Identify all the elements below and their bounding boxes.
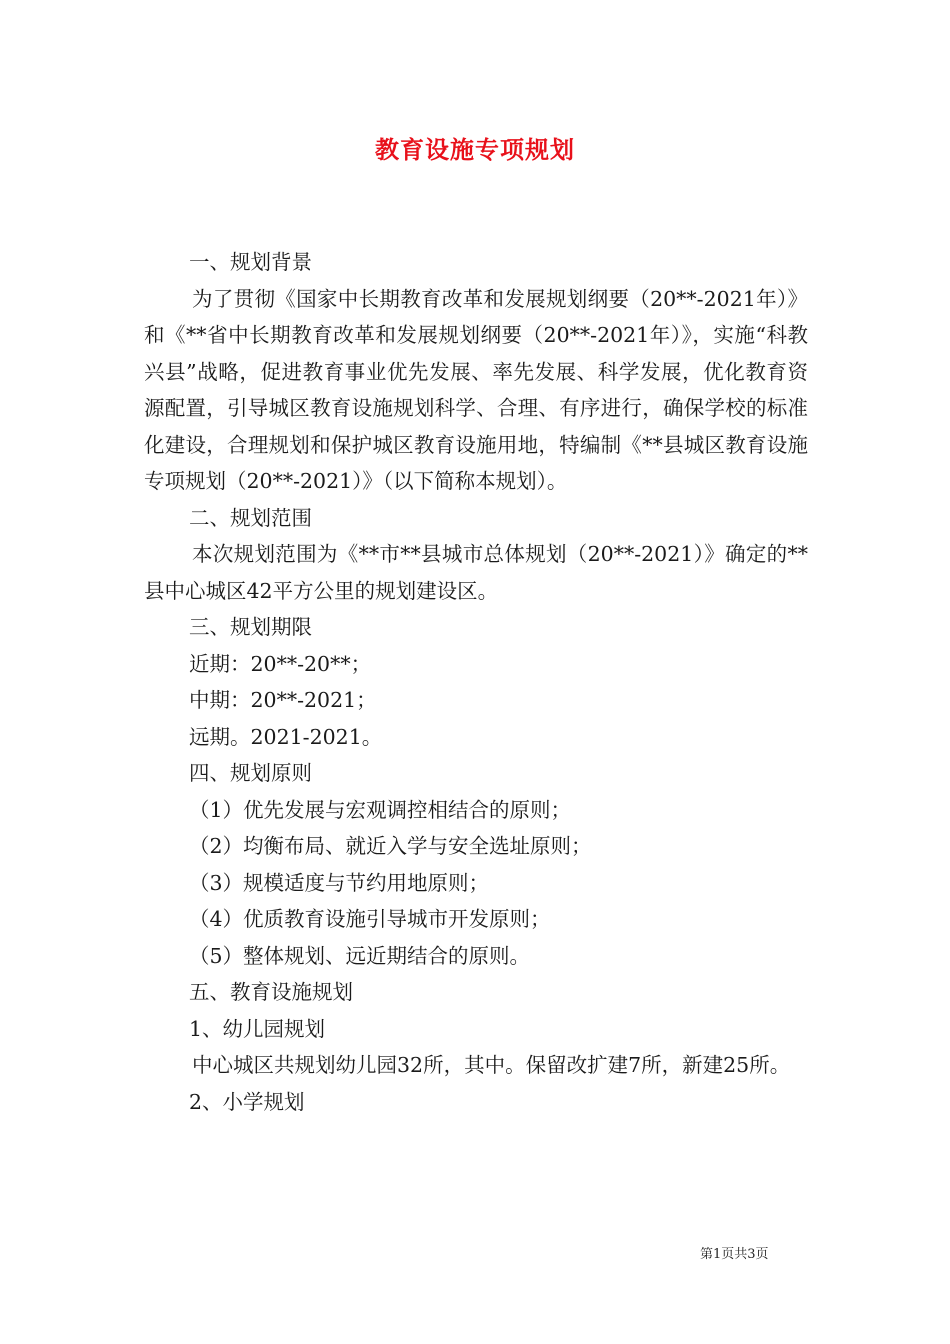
section-heading-background: 一、规划背景 — [189, 250, 312, 274]
section-heading-principles: 四、规划原则 — [189, 761, 312, 785]
page-number: 第1页共3页 — [700, 1247, 769, 1262]
principle-item: （2）均衡布局、就近入学与安全选址原则； — [189, 834, 592, 858]
section-heading-scope: 二、规划范围 — [189, 505, 312, 530]
subsection-heading-kindergarten: 1、幼儿园规划 — [189, 1016, 326, 1041]
paragraph-scope: 本次规划范围为《**市**县城市总体规划（20**-2021）》确定的**县中心城区42平方公里的规划建设区。 — [144, 542, 808, 603]
principle-item: （3）规模适度与节约用地原则； — [189, 870, 490, 895]
document-title: 教育设施专项规划 — [375, 135, 575, 164]
principle-item: （5）整体规划、远近期结合的原则。 — [189, 943, 531, 968]
principle-item: （1）优先发展与宏观调控相结合的原则； — [189, 797, 572, 822]
subsection-heading-primary: 2、小学规划 — [189, 1089, 305, 1114]
paragraph-kindergarten: 中心城区共规划幼儿园32所，其中。保留改扩建7所，新建25所。 — [192, 1053, 791, 1077]
period-far: 远期。2021-2021。 — [189, 724, 383, 749]
document-body — [144, 244, 808, 1120]
period-mid: 中期：20**-2021； — [189, 688, 377, 712]
principle-item: （4）优质教育设施引导城市开发原则； — [189, 907, 551, 931]
paragraph-background: 为了贯彻《国家中长期教育改革和发展规划纲要（20**-2021年）》和《**省中长期教育改革和发展规划纲要（20**-2021年）》，实施“科教兴县”战略，促进教育事业优先发展、率先发展、科学发展，优化教育资源配置，引导城区教育设施规划科学、合理、有序进行，确保学校的标准化建设，合理规划和保护城区教育设施用地，特编制《**县城区教育设施专项规划（20**-2021）》（以下简称本规划）。 — [144, 286, 808, 493]
period-near: 近期：20**-20**； — [189, 651, 372, 676]
section-heading-period: 三、规划期限 — [189, 615, 312, 639]
section-heading-facilities: 五、教育设施规划 — [189, 980, 353, 1004]
